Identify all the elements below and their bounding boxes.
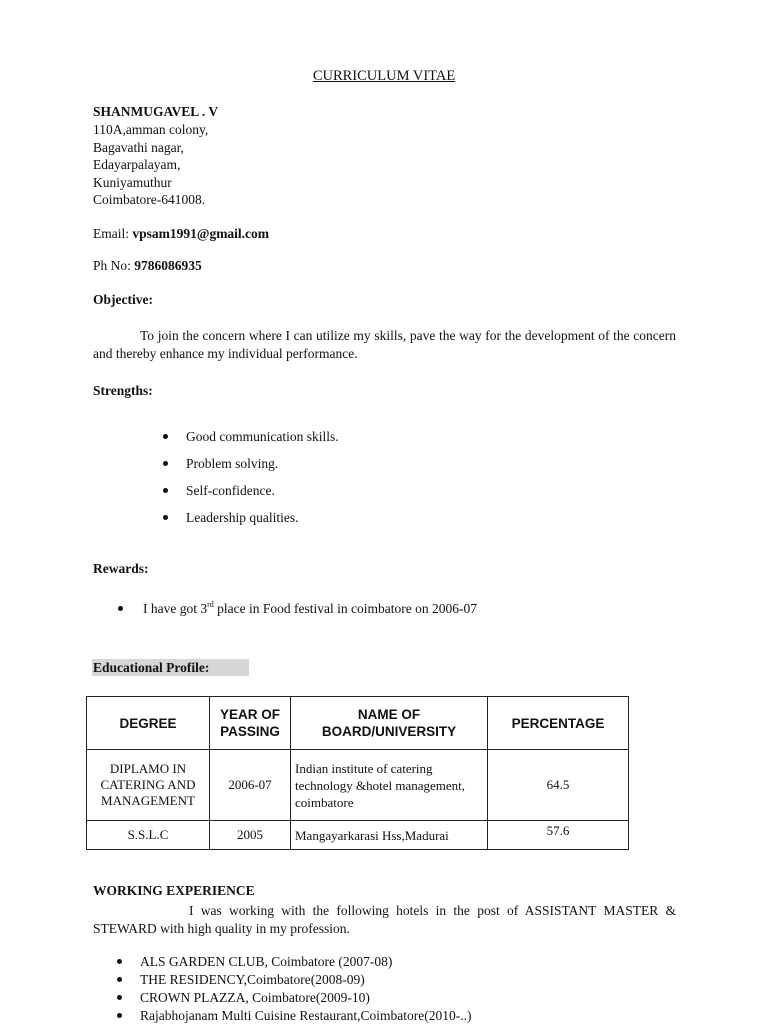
strengths-heading: Strengths:: [93, 383, 153, 398]
bullet-icon: [117, 1013, 122, 1018]
header-year: YEAR OF PASSING: [210, 697, 291, 750]
email-value: vpsam1991@gmail.com: [132, 226, 270, 241]
bullet-icon: [117, 995, 122, 1000]
objective-heading: Objective:: [93, 292, 153, 307]
email-line: [93, 225, 269, 242]
email-label: Email:: [93, 226, 133, 241]
bullet-icon: [163, 515, 168, 520]
address-line: Kuniyamuthur: [93, 174, 172, 190]
bullet-icon: [163, 488, 168, 493]
phone-line: [93, 257, 202, 274]
bullet-icon: [163, 461, 168, 466]
strengths-list: [186, 428, 339, 536]
superscript: rd: [207, 600, 214, 609]
address-line: Bagavathi nagar,: [93, 139, 184, 155]
cell-percentage: 57.6: [488, 821, 629, 850]
address-line: 110A,amman colony,: [93, 122, 209, 137]
cell-year: 2005: [210, 821, 291, 850]
list-item: I have got 3rd place in Food festival in coimbatore on 2006-07: [143, 600, 477, 617]
education-table: [86, 696, 629, 850]
experience-heading: WORKING EXPERIENCE: [93, 883, 255, 898]
list-item: CROWN PLAZZA, Coimbatore(2009-10): [140, 989, 471, 1007]
experience-list: [140, 953, 471, 1025]
list-item: Self-confidence.: [186, 482, 339, 509]
bullet-icon: [163, 434, 168, 439]
table-header-row: [87, 697, 629, 750]
table-row: [87, 821, 629, 850]
address-line: Coimbatore-641008.: [93, 192, 206, 207]
bullet-icon: [118, 606, 123, 611]
list-item: Leadership qualities.: [186, 509, 339, 536]
rewards-list: [143, 600, 477, 617]
list-item: ALS GARDEN CLUB, Coimbatore (2007-08): [140, 953, 471, 971]
header-degree: DEGREE: [87, 697, 210, 750]
address-line: Edayarpalayam,: [93, 157, 181, 172]
cell-board: Indian institute of catering technology &hotel management, coimbatore: [291, 750, 488, 821]
cell-year: 2006-07: [210, 750, 291, 821]
candidate-name: SHANMUGAVEL . V: [93, 104, 219, 119]
bullet-icon: [117, 977, 122, 982]
table-row: [87, 750, 629, 821]
experience-text: I was working with the following hotels in the post of ASSISTANT MASTER & STEWARD with high quality in my profession.: [93, 903, 676, 936]
phone-label: Ph No:: [93, 258, 135, 273]
bullet-icon: [117, 959, 122, 964]
list-item: Problem solving.: [186, 455, 339, 482]
address-block: [93, 121, 208, 209]
list-item: THE RESIDENCY,Coimbatore(2008-09): [140, 971, 471, 989]
phone-value: 9786086935: [134, 258, 202, 273]
document-title: CURRICULUM VITAE: [312, 68, 456, 84]
cell-degree: DIPLAMO IN CATERING AND MANAGEMENT: [87, 750, 210, 821]
cell-degree: S.S.L.C: [87, 821, 210, 850]
cell-percentage: 64.5: [488, 750, 629, 821]
header-board: NAME OF BOARD/UNIVERSITY: [291, 697, 488, 750]
header-percentage: PERCENTAGE: [488, 697, 629, 750]
education-heading: Educational Profile:: [93, 660, 210, 675]
rewards-heading: Rewards:: [93, 561, 149, 576]
list-item: Rajabhojanam Multi Cuisine Restaurant,Coimbatore(2010-..): [140, 1007, 471, 1025]
list-item: Good communication skills.: [186, 428, 339, 455]
cell-board: Mangayarkarasi Hss,Madurai: [291, 821, 488, 850]
objective-text: To join the concern where I can utilize my skills, pave the way for the development of the concern and thereby enhance my individual performance.: [93, 328, 676, 361]
